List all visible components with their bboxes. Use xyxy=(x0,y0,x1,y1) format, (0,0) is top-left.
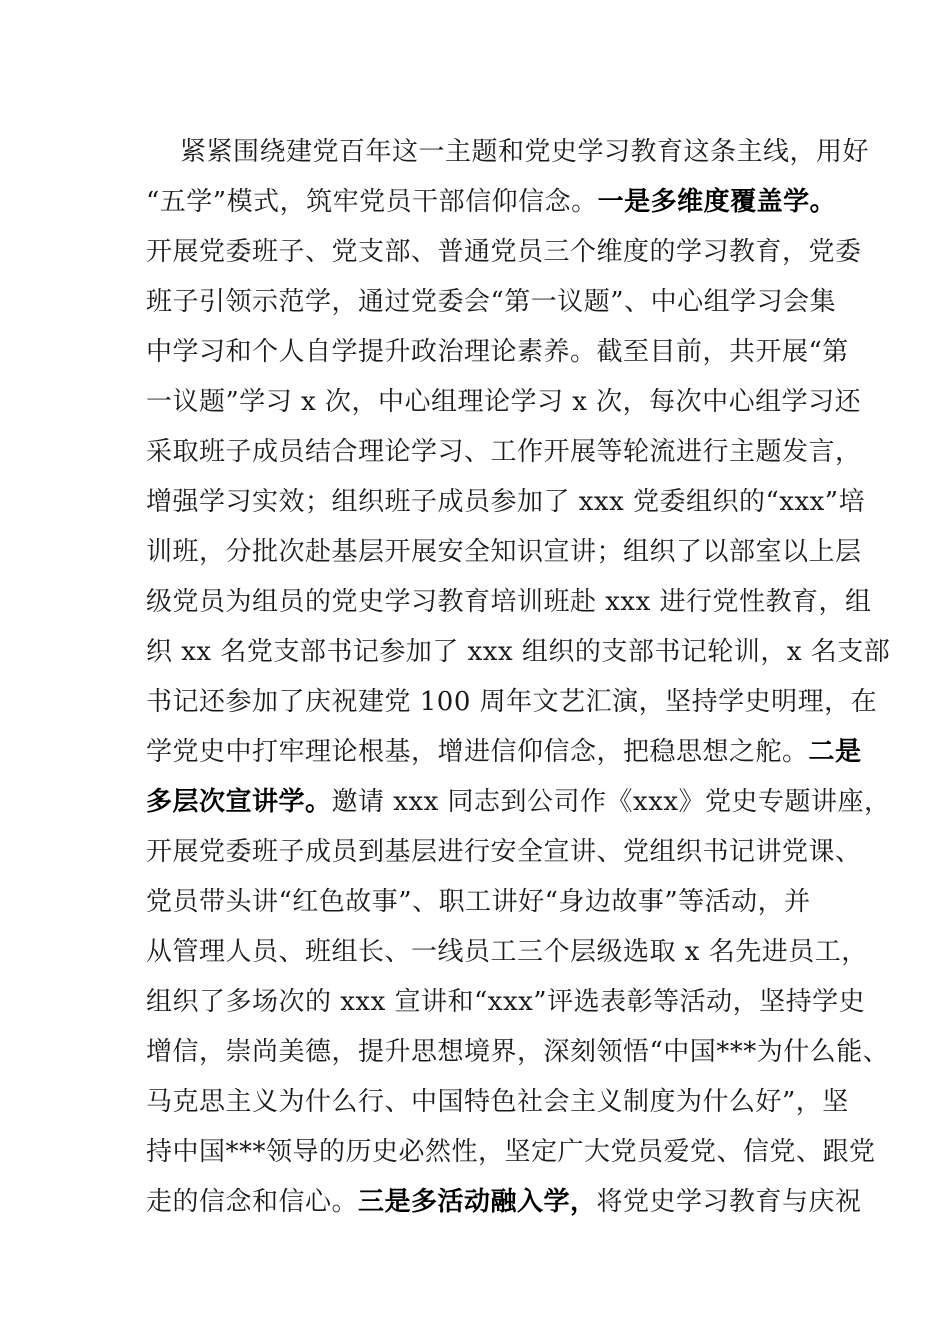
paragraph-line xyxy=(146,627,891,677)
text-run: 从管理人员、班组长、一线员工三个层级选取 x 名先进员工， xyxy=(146,937,868,967)
bold-heading-run: 一是多维度覆盖学。 xyxy=(597,187,837,217)
paragraph-line xyxy=(146,677,878,727)
paragraph-line xyxy=(146,427,862,477)
paragraph-line xyxy=(146,377,862,427)
text-run: 马克思主义为什么行、中国特色社会主义制度为什么好”，坚 xyxy=(146,1087,849,1117)
paragraph-line xyxy=(146,277,837,327)
text-run: 将党史学习教育与庆祝 xyxy=(596,1187,862,1217)
bold-heading-run: 二是 xyxy=(808,737,862,767)
text-run: 班子引领示范学，通过党委会“第一议题”、中心组学习会集 xyxy=(146,287,837,317)
paragraph-line xyxy=(180,127,870,177)
paragraph-line xyxy=(146,477,866,527)
text-run: 增强学习实效；组织班子成员参加了 xxx 党委组织的“xxx”培 xyxy=(146,487,866,517)
text-run: 训班，分批次赴基层开展安全知识宣讲；组织了以部室以上层 xyxy=(146,537,862,567)
text-run: 走的信念和信心。 xyxy=(146,1187,359,1217)
paragraph-line xyxy=(146,877,826,927)
paragraph-line xyxy=(146,1127,876,1177)
paragraph-line xyxy=(146,577,872,627)
paragraph-line xyxy=(146,1077,849,1127)
text-run: 书记还参加了庆祝建党 100 周年文艺汇演，坚持学史明理，在 xyxy=(146,687,878,717)
text-run: 紧紧围绕建党百年这一主题和党史学习教育这条主线，用好 xyxy=(180,137,870,167)
paragraph-line xyxy=(146,827,862,877)
paragraph-line xyxy=(146,177,837,227)
paragraph-line xyxy=(146,527,862,577)
text-run: 中学习和个人自学提升政治理论素养。截至目前，共开展“第 xyxy=(146,337,849,367)
paragraph-line xyxy=(146,777,891,827)
paragraph-line xyxy=(146,1027,890,1077)
paragraph-line xyxy=(146,1177,862,1227)
text-run: 党员带头讲“红色故事”、职工讲好“身边故事”等活动，并 xyxy=(146,887,811,917)
bold-heading-run: 多层次宣讲学。 xyxy=(146,787,332,817)
text-run: 一议题”学习 x 次，中心组理论学习 x 次，每次中心组学习还 xyxy=(146,387,862,417)
paragraph-line xyxy=(146,727,862,777)
paragraph-line xyxy=(146,227,862,277)
text-run: 持中国***领导的历史必然性，坚定广大党员爱党、信党、跟党 xyxy=(146,1137,876,1167)
text-run: 组织了多场次的 xxx 宣讲和“xxx”评选表彰等活动，坚持学史 xyxy=(146,987,866,1017)
text-run: 采取班子成员结合理论学习、工作开展等轮流进行主题发言， xyxy=(146,437,862,467)
bold-heading-run: 三是多活动融入学， xyxy=(358,1187,597,1217)
text-run: 级党员为组员的党史学习教育培训班赴 xxx 进行党性教育，组 xyxy=(146,587,872,617)
text-run: 织 xx 名党支部书记参加了 xxx 组织的支部书记轮训，x 名支部 xyxy=(146,637,891,667)
paragraph-line xyxy=(146,327,849,377)
text-run: 邀请 xxx 同志到公司作《xxx》党史专题讲座， xyxy=(331,787,891,817)
text-run: 开展党委班子、党支部、普通党员三个维度的学习教育，党委 xyxy=(146,237,862,267)
text-run: 学党史中打牢理论根基，增进信仰信念，把稳思想之舵。 xyxy=(146,737,809,767)
paragraph-line xyxy=(146,927,868,977)
text-run: “五学”模式，筑牢党员干部信仰信念。 xyxy=(146,187,598,217)
text-run: 开展党委班子成员到基层进行安全宣讲、党组织书记讲党课、 xyxy=(146,837,862,867)
paragraph-line xyxy=(146,977,866,1027)
text-run: 增信，崇尚美德，提升思想境界，深刻领悟“中国***为什么能、 xyxy=(146,1037,890,1067)
